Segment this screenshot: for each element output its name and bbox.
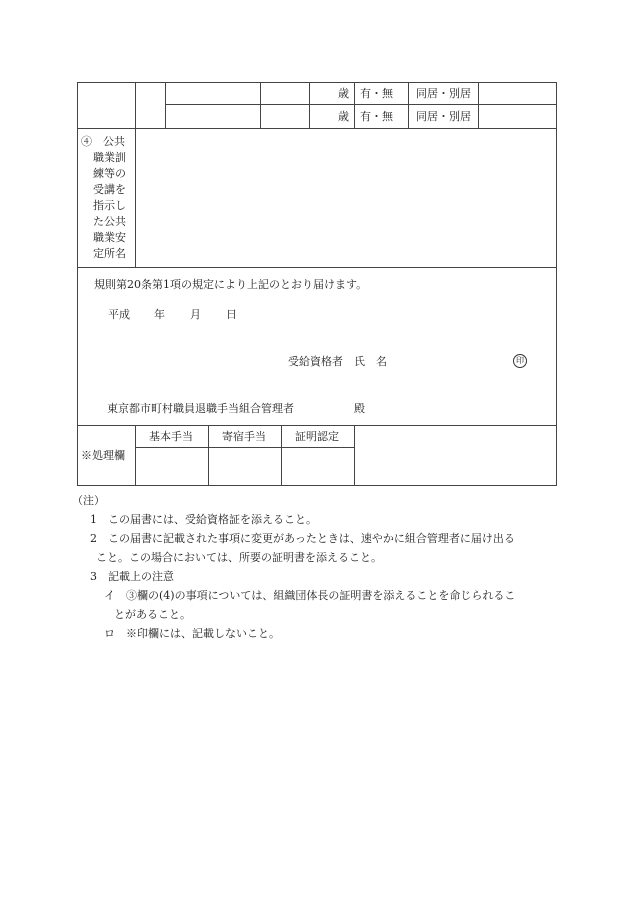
family-row-1-living: 同居・別居 — [416, 87, 471, 100]
seal-mark-icon: 印 — [513, 354, 527, 368]
note-item: 3 記載上の注意 — [90, 570, 174, 583]
table-right-border — [556, 82, 557, 486]
recipient: 東京都市町村職員退職手当組合管理者 — [107, 402, 294, 415]
section4-label-line: 職業訓 — [93, 151, 126, 164]
section4-label-line: 受講を — [93, 183, 126, 196]
note-item: こと。この場合においては、所要の証明書を添えること。 — [96, 551, 382, 564]
processing-top — [77, 425, 556, 426]
family-col-line — [260, 82, 261, 128]
notes-heading: （注） — [72, 494, 105, 507]
family-col-line — [354, 82, 355, 128]
section4-bottom — [77, 267, 556, 268]
section4-col-line — [135, 128, 136, 267]
family-row-2-living: 同居・別居 — [416, 110, 471, 123]
note-item: 2 この届書に記載された事項に変更があったときは、速やかに組合管理者に届け出る — [90, 532, 515, 545]
section4-label-line: 指示し — [93, 199, 126, 212]
table-bottom-border — [77, 485, 556, 486]
processing-col-lodging: 寄宿手当 — [222, 430, 266, 443]
applicant-name-label: 受給資格者 氏 名 — [288, 355, 387, 368]
processing-col-line — [135, 425, 136, 485]
section4-label-line: 練等の — [93, 167, 126, 180]
processing-col-line — [281, 425, 282, 485]
family-col-line — [309, 82, 310, 128]
family-row-2-age-unit: 歳 — [338, 110, 349, 123]
date-month-label: 月 — [190, 308, 201, 321]
processing-header-bottom — [135, 447, 355, 448]
family-row-1-presence: 有・無 — [360, 87, 393, 100]
declaration-statement: 規則第20条第1項の規定により上記のとおり届けます。 — [94, 278, 368, 291]
section4-label-line: 職業安 — [93, 231, 126, 244]
family-col-line — [478, 82, 479, 128]
note-item: イ ③欄の(4)の事項については、組織団体長の証明書を添えることを命じられるこ — [104, 589, 516, 602]
table-top-border — [77, 82, 556, 83]
processing-col-line — [354, 425, 355, 485]
section4-label-line: ④ 公共 — [81, 135, 125, 148]
processing-col-basic: 基本手当 — [149, 430, 193, 443]
section4-label-line: 定所名 — [93, 247, 126, 260]
family-col-line — [165, 82, 166, 128]
family-section-bottom — [77, 128, 556, 129]
family-col-line — [135, 82, 136, 128]
family-row-divider — [165, 104, 556, 105]
section4-label — [81, 134, 129, 262]
note-item: とがあること。 — [114, 608, 191, 621]
processing-col-certification: 証明認定 — [295, 430, 339, 443]
section4-label-line: た公共 — [93, 215, 126, 228]
family-row-2-presence: 有・無 — [360, 110, 393, 123]
recipient-honorific: 殿 — [354, 402, 365, 415]
processing-label: ※処理欄 — [81, 449, 125, 462]
date-era: 平成 — [108, 308, 130, 321]
date-day-label: 日 — [226, 308, 237, 321]
family-col-line — [408, 82, 409, 128]
note-item: ロ ※印欄には、記載しないこと。 — [104, 627, 280, 640]
note-item: 1 この届書には、受給資格証を添えること。 — [90, 513, 317, 526]
date-year-label: 年 — [154, 308, 165, 321]
family-row-1-age-unit: 歳 — [338, 87, 349, 100]
processing-col-line — [208, 425, 209, 485]
